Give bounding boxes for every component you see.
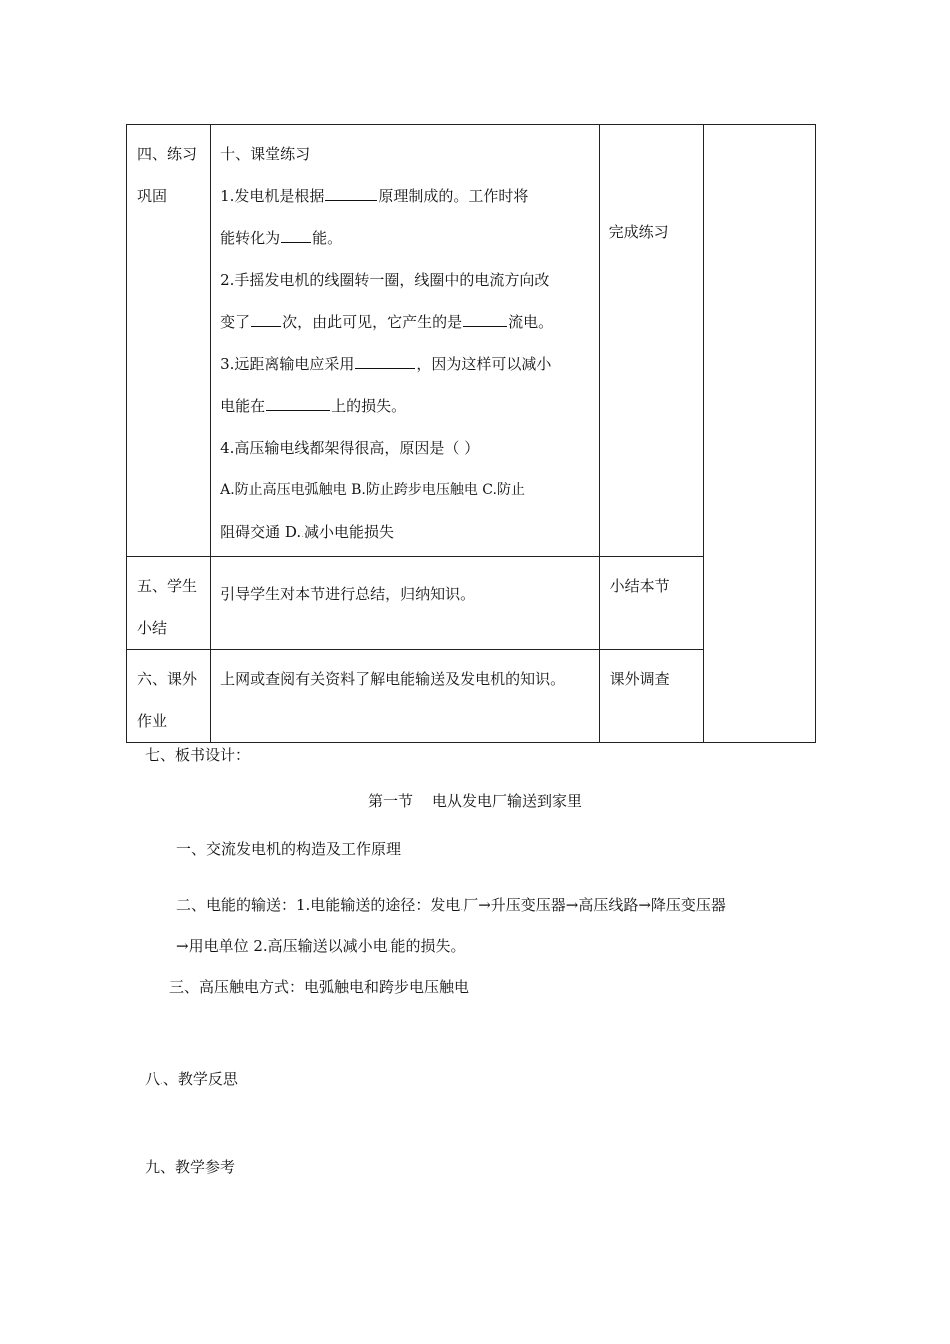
answer-blank [266, 395, 330, 411]
question-4-options-cont: 阻碍交通 D..减小电能损失 [220, 523, 395, 541]
answer-blank [355, 353, 415, 369]
content-cell [211, 650, 600, 743]
content-cell [211, 125, 600, 557]
activity-cell [599, 125, 703, 557]
board-line-3: 三、高压触电方式：电弧触电和跨步电压触电 [169, 978, 470, 996]
answer-blank [463, 311, 507, 327]
question-3-cont: 电能在 上的损失。 [220, 397, 407, 415]
stage-label: 六、课外作业 [137, 670, 198, 730]
answer-blank [281, 227, 311, 243]
answer-blank [251, 311, 281, 327]
answer-blank [325, 185, 377, 201]
activity-label: 小结本节 [609, 577, 670, 595]
board-line-1: 一、交流发电机的构造及工作原理 [176, 840, 402, 858]
notes-cell [703, 125, 815, 743]
activity-label: 课外调查 [609, 670, 670, 688]
board-title: 第一节 电从发电厂输送到家里 [367, 792, 583, 810]
practice-title: 十、课堂练习 [220, 145, 311, 163]
question-1: 1.发电机是根据 原理制成的。工作时将 [220, 187, 529, 205]
board-line-2: 二、电能的输送：1.电能输送的途径：发电.厂→升压变压器→高压线路→降压变压器 →用电单位 2.高压输送以减小电.能的损失。 [176, 896, 726, 955]
activity-cell [599, 650, 703, 743]
summary-content: 引导学生对本节进行总结，归纳知识。 [220, 585, 476, 603]
stage-label: 五、学生小结 [137, 577, 198, 637]
stage-cell [127, 650, 211, 743]
stage-cell [127, 557, 211, 650]
board-design-heading: 七、板书设计： [145, 746, 251, 764]
stage-label: 四、练习巩固 [137, 145, 198, 205]
question-4: 4.高压输电线都架得很高，原因是（ ） [220, 439, 480, 457]
teaching-reference-heading: 九、教学参考 [145, 1158, 236, 1176]
stage-cell [127, 125, 211, 557]
question-3: 3.远距离输电应采用 ，因为这样可以减小 [220, 355, 552, 373]
activity-label: 完成练习 [608, 223, 669, 241]
lesson-plan-table [126, 124, 816, 743]
content-cell [211, 557, 600, 650]
homework-content: 上网或查阅有关资料了解电能输送及发电机的知识。 [220, 670, 566, 688]
question-2: 2.手摇发电机的线圈转一圈，线圈中的电流方向改 [220, 271, 550, 289]
teaching-reflection-heading: 八.、教学反思 [145, 1070, 238, 1088]
question-4-options: A.防止高压电弧触电 B.防止跨步电压触电 C.防止 [220, 482, 525, 498]
question-1-cont: 能转化为 能。 [220, 229, 343, 247]
activity-cell [599, 557, 703, 650]
table-row [127, 125, 816, 557]
question-2-cont: 变了 次，由此可见，它产生的是 流电。 [220, 313, 554, 331]
